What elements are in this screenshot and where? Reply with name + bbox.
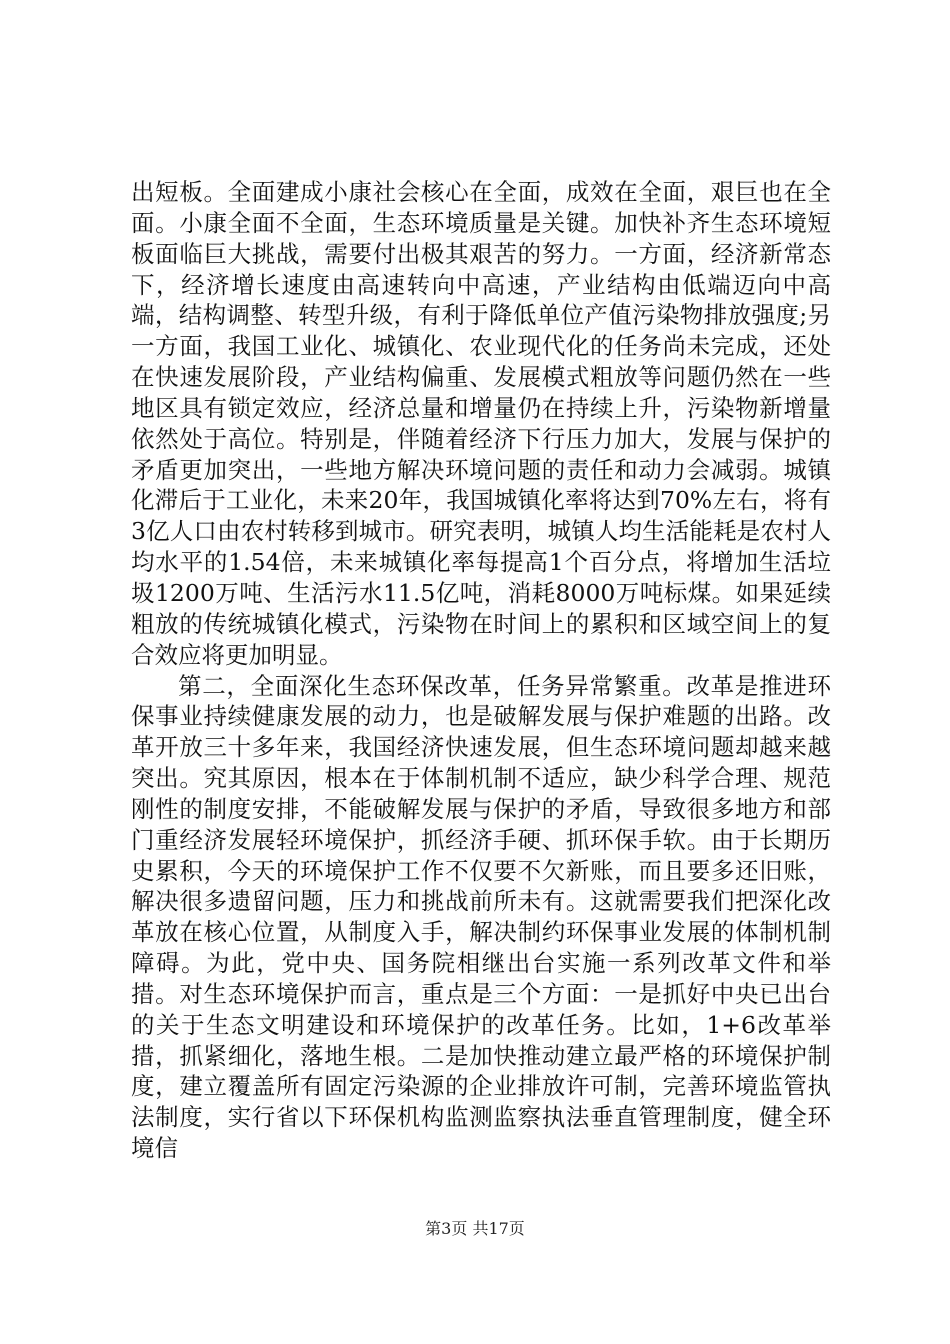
page-number-footer: 第3页 共17页 xyxy=(425,1219,525,1238)
paragraph-second-point: 第二，全面深化生态环保改革，任务异常繁重。改革是推进环保事业持续健康发展的动力，也是破解发展与保护难题的出路。改革开放三十多年来，我国经济快速发展，但生态环境问题却越来越突出。究其原因，根本在于体制机制不适应，缺少科学合理、规范刚性的制度安排，不能破解发展与保护的矛盾，导致很多地方和部门重经济发展轻环境保护，抓经济手硬、抓环保手软。由于长期历史累积，今天的环境保护工作不仅要不欠新账，而且要多还旧账，解决很多遗留问题，压力和挑战前所未有。这就需要我们把深化改革放在核心位置，从制度入手，解决制约环保事业发展的体制机制障碍。为此，党中央、国务院相继出台实施一系列改革文件和举措。对生态环境保护而言，重点是三个方面：一是抓好中央已出台的关于生态文明建设和环境保护的改革任务。比如，1+6改革举措，抓紧细化，落地生根。二是加快推动建立最严格的环境保护制度，建立覆盖所有固定污染源的企业排放许可制，完善环境监管执法制度，实行省以下环保机构监测监察执法垂直管理制度，健全环境信 xyxy=(131,671,831,1163)
body-text xyxy=(131,177,831,1164)
paragraph-continuation: 出短板。全面建成小康社会核心在全面，成效在全面，艰巨也在全面。小康全面不全面，生态环境质量是关键。加快补齐生态环境短板面临巨大挑战，需要付出极其艰苦的努力。一方面，经济新常态下，经济增长速度由高速转向中高速，产业结构由低端迈向中高端，结构调整、转型升级，有利于降低单位产值污染物排放强度;另一方面，我国工业化、城镇化、农业现代化的任务尚未完成，还处在快速发展阶段，产业结构偏重、发展模式粗放等问题仍然在一些地区具有锁定效应，经济总量和增量仍在持续上升，污染物新增量依然处于高位。特别是，伴随着经济下行压力加大，发展与保护的矛盾更加突出，一些地方解决环境问题的责任和动力会减弱。城镇化滞后于工业化，未来20年，我国城镇化率将达到70%左右，将有3亿人口由农村转移到城市。研究表明，城镇人均生活能耗是农村人均水平的1.54倍，未来城镇化率每提高1个百分点，将增加生活垃圾1200万吨、生活污水11.5亿吨，消耗8000万吨标煤。如果延续粗放的传统城镇化模式，污染物在时间上的累积和区域空间上的复合效应将更加明显。 xyxy=(131,178,831,669)
